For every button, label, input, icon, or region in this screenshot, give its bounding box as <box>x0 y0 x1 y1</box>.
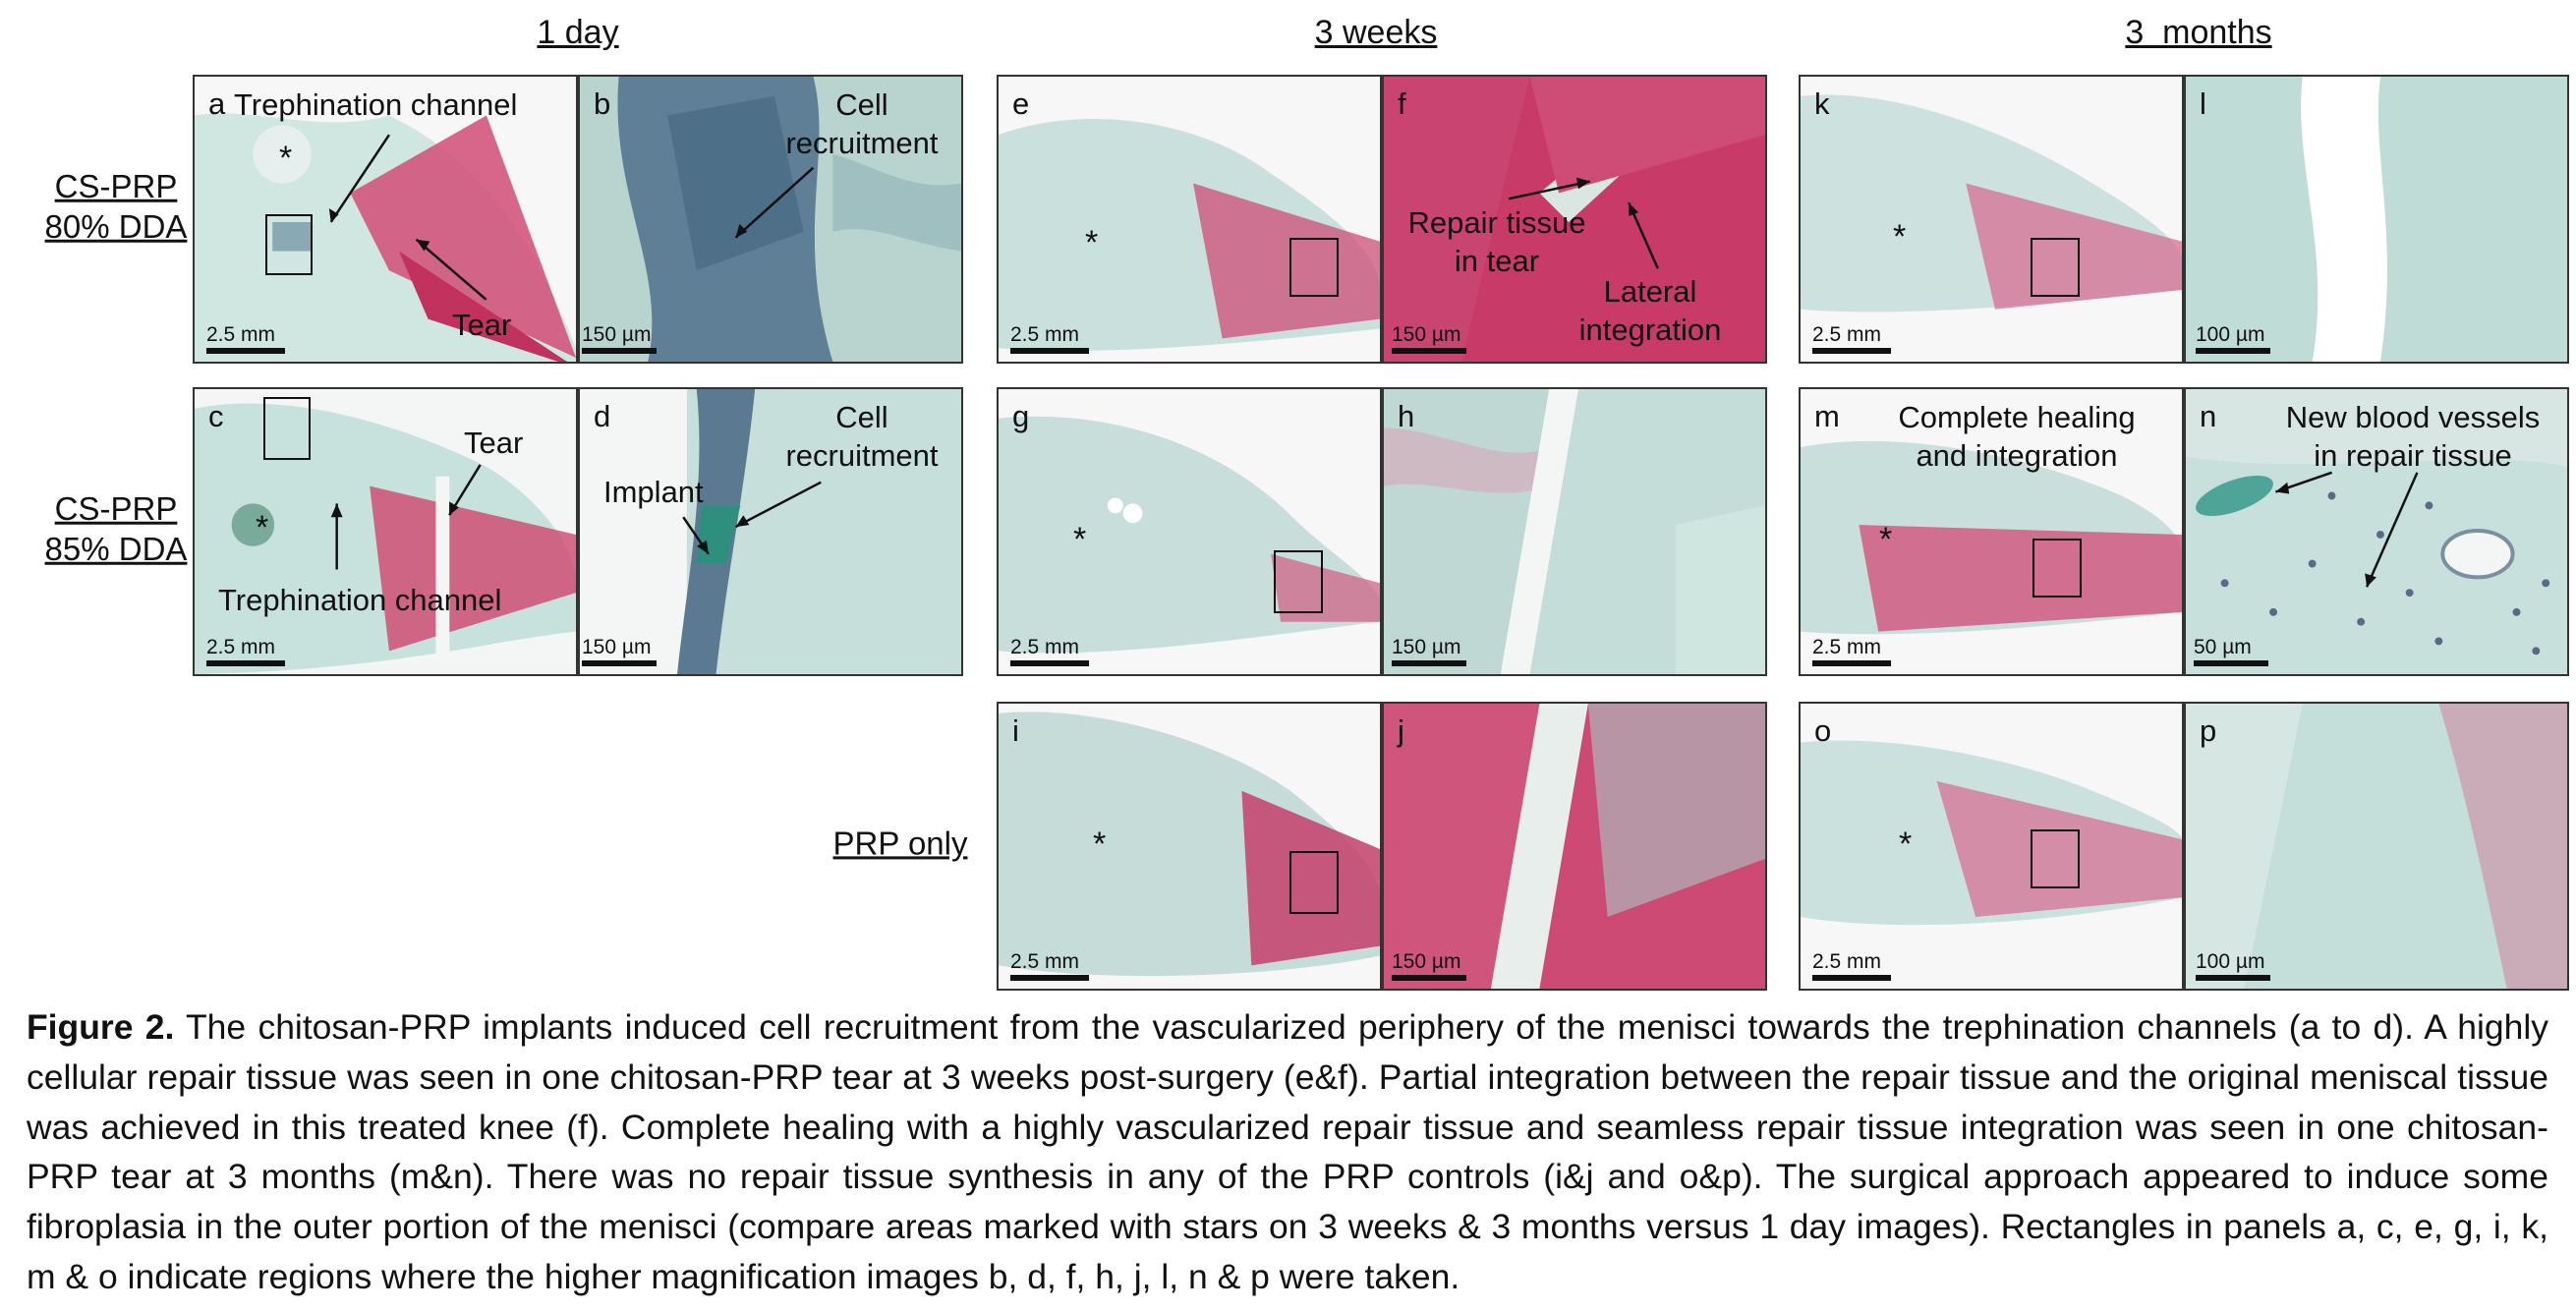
row-header-line1: PRP only <box>832 825 968 862</box>
scale-bar <box>1392 323 1466 354</box>
roi-rectangle <box>265 214 313 275</box>
histology-image <box>999 389 1380 674</box>
panel-letter: c <box>208 399 224 433</box>
scale-label: 50 µm <box>2194 636 2252 658</box>
label-line: Cell <box>835 400 888 434</box>
column-header-3-months: 3 months <box>2125 14 2272 51</box>
roi-rectangle <box>1274 550 1323 613</box>
row-header-line1: CS-PRP <box>54 167 178 204</box>
roi-rectangle <box>2031 238 2080 297</box>
roi-rectangle <box>1289 851 1339 914</box>
annotation-tear: Tear <box>464 426 524 460</box>
row-header-line1: CS-PRP <box>54 489 178 527</box>
histology-image <box>999 77 1380 362</box>
histology-image <box>1801 704 2182 989</box>
star-marker: * <box>1893 218 1907 256</box>
panel-c <box>193 387 578 676</box>
label-line: in tear <box>1454 243 1540 278</box>
annotation-tear: Tear <box>452 308 512 342</box>
caption-label: Figure 2. <box>27 1007 175 1047</box>
scale-bar <box>2196 950 2270 981</box>
panel-d <box>578 387 963 676</box>
panel-letter: m <box>1814 399 1840 433</box>
scale-bar <box>1010 950 1089 981</box>
histology-image <box>2186 77 2567 362</box>
star-marker: * <box>1085 224 1099 261</box>
star-marker: * <box>256 509 269 546</box>
panel-a <box>193 75 578 364</box>
label-line: Cell <box>835 87 888 122</box>
label-line: and integration <box>1916 437 2118 473</box>
panel-letter: i <box>1012 713 1019 748</box>
panel-letter: a <box>208 86 226 121</box>
scale-bar <box>1812 950 1891 981</box>
scale-bar <box>1010 636 1089 666</box>
label-line: integration <box>1578 312 1722 347</box>
scale-label: 2.5 mm <box>206 323 276 346</box>
histology-image <box>999 704 1380 989</box>
roi-rectangle <box>2032 539 2082 598</box>
panel-letter: l <box>2200 86 2206 121</box>
scale-label: 2.5 mm <box>1010 323 1080 346</box>
figure-caption <box>27 1002 2548 1302</box>
star-marker: * <box>1879 521 1893 558</box>
roi-rectangle <box>2031 829 2080 888</box>
scale-label: 100 µm <box>2196 950 2265 973</box>
panel-letter: j <box>1398 713 1404 748</box>
scale-bar <box>1010 323 1089 354</box>
histology-image <box>1384 704 1765 989</box>
star-marker: * <box>1073 521 1087 558</box>
panel-letter: b <box>594 86 611 121</box>
panel-letter: n <box>2200 399 2217 433</box>
panel-b <box>578 75 963 364</box>
star-marker: * <box>279 140 293 177</box>
column-header-1-day: 1 day <box>537 14 619 51</box>
scale-label: 150 µm <box>582 323 652 346</box>
panel-g <box>997 387 1382 676</box>
panel-i <box>997 702 1382 991</box>
panel-o <box>1799 702 2184 991</box>
panel-letter: f <box>1398 86 1406 121</box>
panel-h <box>1382 387 1767 676</box>
label-line: Lateral <box>1603 274 1697 309</box>
scale-bar <box>206 636 285 666</box>
scale-label: 150 µm <box>1392 323 1461 346</box>
scale-bar <box>206 323 285 354</box>
label-line: recruitment <box>785 125 939 160</box>
panel-k <box>1799 75 2184 364</box>
annotation-cell-recruitment <box>769 86 955 163</box>
histology-image <box>2186 704 2567 989</box>
row-header-cs-prp-80 <box>45 166 188 248</box>
scale-bar <box>1392 636 1466 666</box>
panel-j <box>1382 702 1767 991</box>
annotation-repair-tissue <box>1394 204 1600 281</box>
row-header-line2: 85% DDA <box>44 531 188 567</box>
annotation-cell-recruitment <box>769 399 955 476</box>
scale-label: 150 µm <box>1392 950 1461 973</box>
row-header-line2: 80% DDA <box>44 208 188 245</box>
scale-bar <box>582 323 657 354</box>
scale-bar <box>1392 950 1466 981</box>
scale-bar <box>1812 636 1891 666</box>
annotation-lateral-integration <box>1557 273 1744 350</box>
panel-m <box>1799 387 2184 676</box>
histology-image <box>1801 77 2182 362</box>
annotation-complete-healing <box>1879 399 2154 476</box>
star-marker: * <box>1899 826 1913 863</box>
scale-label: 100 µm <box>2196 323 2265 346</box>
panel-l <box>2184 75 2569 364</box>
histology-image <box>1384 389 1765 674</box>
panel-letter: g <box>1012 399 1030 433</box>
annotation-new-blood-vessels <box>2251 399 2569 476</box>
annotation-implant: Implant <box>603 475 704 509</box>
scale-bar <box>1812 323 1891 354</box>
label-line: in repair tissue <box>2314 437 2512 473</box>
scale-label: 2.5 mm <box>1812 323 1882 346</box>
scale-label: 2.5 mm <box>1812 636 1882 658</box>
column-header-3-weeks: 3 weeks <box>1314 14 1438 51</box>
panel-letter: e <box>1012 86 1030 121</box>
row-header-cs-prp-85 <box>45 488 188 570</box>
label-line: Complete healing <box>1898 400 2136 434</box>
label-line: New blood vessels <box>2285 400 2541 434</box>
row-header-prp-only <box>833 823 968 863</box>
panel-f <box>1382 75 1767 364</box>
scale-label: 150 µm <box>582 636 652 658</box>
panel-p <box>2184 702 2569 991</box>
panel-n <box>2184 387 2569 676</box>
panel-letter: h <box>1398 399 1415 433</box>
panel-letter: d <box>594 399 611 433</box>
star-marker: * <box>1093 826 1107 863</box>
label-line: Repair tissue <box>1407 205 1586 240</box>
panel-letter: p <box>2200 713 2217 748</box>
roi-rectangle <box>263 397 311 460</box>
scale-label: 2.5 mm <box>1010 950 1080 973</box>
caption-text: The chitosan-PRP implants induced cell recruitment from the vascularized periphery of the menisci towards the trephination channels (a to d). A highly cellular repair tissue was seen in one chitosan-PRP tear at 3 weeks post-surgery (e&f). Partial integration between the repair tissue and the original meniscal tissue was achieved in this treated knee (f). Complete healing with a highly vascularized repair tissue and seamless repair tissue integration was seen in one chitosan-PRP tear at 3 months (m&n). There was no repair tissue synthesis in any of the PRP controls (i&j and o&p). The surgical approach appeared to induce some fibroplasia in the outer portion of the menisci (compare areas marked with stars on 3 weeks & 3 months versus 1 day images). Rectangles in panels a, c, e, g, i, k, m & o indicate regions where the higher magnification images b, d, f, h, j, l, n & p were taken. <box>27 1007 2548 1296</box>
panel-letter: k <box>1814 86 1830 121</box>
scale-bar <box>2196 323 2270 354</box>
scale-label: 2.5 mm <box>1010 636 1080 658</box>
scale-bar <box>582 636 657 666</box>
label-line: recruitment <box>785 437 939 473</box>
scale-label: 2.5 mm <box>206 636 276 658</box>
panel-letter: o <box>1814 713 1832 748</box>
panel-e <box>997 75 1382 364</box>
scale-bar <box>2194 636 2268 666</box>
annotation-trephination-channel: Trephination channel <box>218 583 502 617</box>
scale-label: 2.5 mm <box>1812 950 1882 973</box>
roi-rectangle <box>1289 238 1339 297</box>
annotation-trephination-channel: Trephination channel <box>234 87 518 122</box>
scale-label: 150 µm <box>1392 636 1461 658</box>
